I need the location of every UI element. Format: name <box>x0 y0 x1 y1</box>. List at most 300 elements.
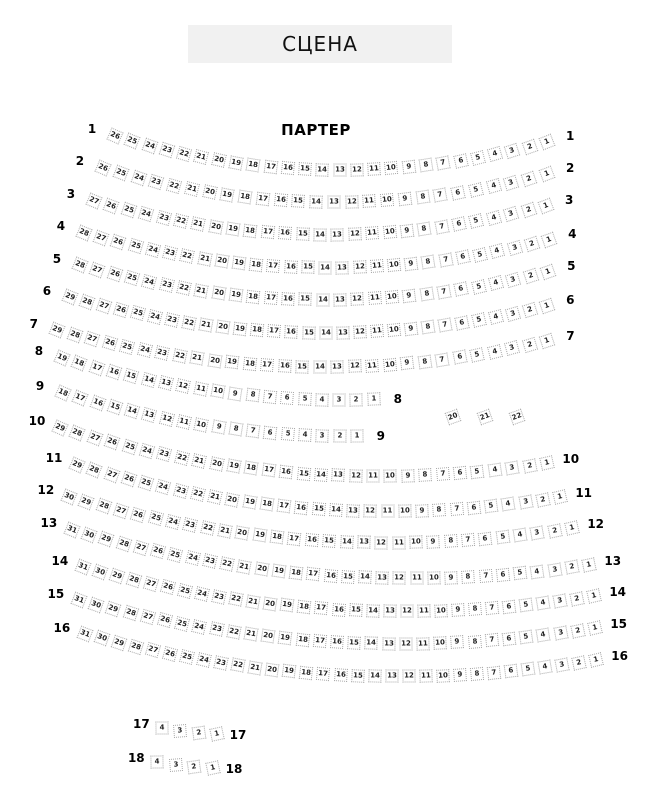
seat[interactable]: 25 <box>124 270 140 286</box>
seat[interactable]: 20 <box>254 561 269 576</box>
seat[interactable]: 4 <box>487 463 502 478</box>
seat[interactable]: 25 <box>112 165 129 182</box>
seat[interactable]: 23 <box>162 245 178 261</box>
seat[interactable]: 17 <box>266 259 280 273</box>
seat[interactable]: 14 <box>124 403 140 419</box>
seat[interactable]: 28 <box>95 498 112 515</box>
seat[interactable]: 4 <box>489 243 505 259</box>
seat[interactable]: 16 <box>279 465 294 480</box>
seat[interactable]: 1 <box>539 298 556 315</box>
seat[interactable]: 25 <box>130 305 146 321</box>
seat[interactable]: 12 <box>375 536 388 549</box>
seat[interactable]: 2 <box>524 236 540 252</box>
seat[interactable]: 29 <box>109 568 126 585</box>
seat[interactable]: 6 <box>502 599 517 614</box>
seat[interactable]: 15 <box>341 570 355 584</box>
seat[interactable]: 5 <box>518 598 533 613</box>
seat[interactable]: 24 <box>141 274 157 290</box>
seat[interactable]: 15 <box>302 326 315 339</box>
seat[interactable]: 5 <box>471 312 487 328</box>
seat[interactable]: 3 <box>552 593 567 608</box>
seat[interactable]: 28 <box>122 605 138 621</box>
seat[interactable]: 30 <box>88 596 105 613</box>
seat[interactable]: 17 <box>316 667 330 681</box>
seat[interactable]: 3 <box>316 429 329 442</box>
seat[interactable]: 4 <box>315 393 328 406</box>
seat[interactable]: 8 <box>419 158 434 173</box>
seat[interactable]: 18 <box>297 600 311 614</box>
seat[interactable]: 13 <box>330 360 343 373</box>
seat[interactable]: 20 <box>225 492 240 507</box>
seat[interactable]: 3 <box>553 626 568 641</box>
seat[interactable]: 7 <box>449 502 463 516</box>
seat[interactable]: 11 <box>381 505 394 518</box>
seat[interactable]: 6 <box>504 664 519 679</box>
seat[interactable]: 10 <box>433 636 447 650</box>
seat[interactable]: 19 <box>282 664 297 679</box>
seat[interactable]: 21 <box>199 317 214 332</box>
seat[interactable]: 1 <box>205 760 220 775</box>
seat[interactable]: 9 <box>403 321 418 336</box>
seat[interactable]: 11 <box>417 605 430 618</box>
seat[interactable]: 16 <box>305 533 319 547</box>
seat[interactable]: 8 <box>417 354 432 369</box>
seat[interactable]: 4 <box>150 755 163 768</box>
seat[interactable]: 17 <box>261 225 275 239</box>
seat[interactable]: 11 <box>365 359 379 373</box>
seat[interactable]: 3 <box>173 724 187 738</box>
seat[interactable]: 18 <box>246 157 261 172</box>
seat[interactable]: 7 <box>438 252 453 267</box>
seat[interactable]: 4 <box>486 178 502 194</box>
seat[interactable]: 26 <box>120 471 137 488</box>
seat[interactable]: 21 <box>191 216 207 232</box>
seat[interactable]: 13 <box>375 571 388 584</box>
seat[interactable]: 4 <box>488 275 504 291</box>
seat[interactable]: 22 <box>229 592 244 607</box>
seat[interactable]: 17 <box>267 324 281 338</box>
seat[interactable]: 22 <box>226 624 241 639</box>
seat[interactable]: 1 <box>539 166 556 183</box>
seat[interactable]: 9 <box>401 160 416 175</box>
seat[interactable]: 25 <box>127 238 143 254</box>
seat[interactable]: 11 <box>193 381 208 396</box>
seat[interactable]: 3 <box>503 174 519 190</box>
seat[interactable]: 13 <box>331 228 344 241</box>
seat[interactable]: 22 <box>172 348 187 363</box>
seat[interactable]: 13 <box>346 504 360 518</box>
seat[interactable]: 5 <box>471 279 487 295</box>
seat[interactable]: 19 <box>220 187 235 202</box>
seat[interactable]: 8 <box>417 222 432 237</box>
seat[interactable]: 17 <box>264 291 278 305</box>
seat[interactable]: 26 <box>162 646 178 662</box>
seat[interactable]: 15 <box>296 227 310 241</box>
seat[interactable]: 2 <box>521 138 538 155</box>
seat[interactable]: 26 <box>103 197 120 214</box>
seat[interactable]: 26 <box>106 266 123 283</box>
seat[interactable]: 5 <box>472 247 488 263</box>
seat[interactable]: 18 <box>299 666 313 680</box>
seat[interactable]: 21 <box>191 453 207 469</box>
seat[interactable]: 11 <box>416 637 429 650</box>
seat[interactable]: 31 <box>71 592 88 609</box>
seat[interactable]: 6 <box>496 568 510 582</box>
seat[interactable]: 2 <box>570 623 585 638</box>
seat[interactable]: 12 <box>175 378 191 394</box>
seat[interactable]: 27 <box>84 331 101 348</box>
seat[interactable]: 21 <box>217 523 232 538</box>
seat[interactable]: 9 <box>400 356 414 370</box>
seat[interactable]: 9 <box>400 224 415 239</box>
seat[interactable]: 9 <box>402 288 417 303</box>
seat[interactable]: 18 <box>54 384 71 401</box>
seat[interactable]: 17 <box>306 567 320 581</box>
seat[interactable]: 10 <box>380 193 394 207</box>
seat[interactable]: 25 <box>121 438 137 454</box>
seat[interactable]: 18 <box>270 530 285 545</box>
seat[interactable]: 23 <box>172 483 188 499</box>
seat[interactable]: 3 <box>505 306 521 322</box>
seat[interactable]: 11 <box>176 414 192 430</box>
seat[interactable]: 3 <box>503 206 519 222</box>
seat[interactable]: 19 <box>280 598 295 613</box>
seat[interactable]: 11 <box>365 226 379 240</box>
seat[interactable]: 20 <box>208 219 223 234</box>
seat[interactable]: 3 <box>506 240 522 256</box>
seat[interactable]: 4 <box>486 210 502 226</box>
seat[interactable]: 7 <box>436 284 451 299</box>
seat[interactable]: 12 <box>345 195 358 208</box>
seat[interactable]: 13 <box>382 637 395 650</box>
seat[interactable]: 21 <box>189 351 204 366</box>
seat[interactable]: 26 <box>94 159 111 176</box>
seat[interactable]: 16 <box>89 394 106 411</box>
seat[interactable]: 27 <box>133 539 149 555</box>
seat[interactable]: 17 <box>261 463 276 478</box>
seat[interactable]: 6 <box>478 531 492 545</box>
seat[interactable]: 4 <box>512 528 527 543</box>
seat[interactable]: 9 <box>444 571 458 585</box>
seat[interactable]: 9 <box>426 535 440 549</box>
seat[interactable]: 21 <box>184 181 200 197</box>
seat[interactable]: 15 <box>351 669 365 683</box>
seat[interactable]: 10 <box>398 504 411 517</box>
seat[interactable]: 18 <box>243 223 258 238</box>
seat[interactable]: 20 <box>265 662 280 677</box>
seat[interactable]: 23 <box>202 553 218 569</box>
seat[interactable]: 23 <box>154 345 170 361</box>
seat[interactable]: 6 <box>467 500 481 514</box>
seat[interactable]: 25 <box>138 475 154 491</box>
seat[interactable]: 18 <box>295 632 309 646</box>
seat[interactable]: 26 <box>106 127 123 144</box>
seat[interactable]: 3 <box>518 495 533 510</box>
seat[interactable]: 12 <box>364 504 377 517</box>
seat[interactable]: 5 <box>519 630 534 645</box>
seat[interactable]: 19 <box>278 631 293 646</box>
seat[interactable]: 24 <box>139 443 155 459</box>
seat[interactable]: 11 <box>370 324 384 338</box>
seat[interactable]: 18 <box>71 355 88 372</box>
seat[interactable]: 1 <box>540 264 557 281</box>
seat[interactable]: 9 <box>401 469 414 482</box>
seat[interactable]: 14 <box>366 604 379 617</box>
seat[interactable]: 5 <box>468 182 484 198</box>
seat[interactable]: 10 <box>210 384 225 399</box>
seat[interactable]: 4 <box>155 721 168 734</box>
seat[interactable]: 18 <box>249 257 263 271</box>
seat[interactable]: 18 <box>250 323 264 337</box>
seat[interactable]: 20 <box>214 253 229 268</box>
seat[interactable]: 5 <box>469 213 485 229</box>
seat[interactable]: 4 <box>501 497 516 512</box>
seat[interactable]: 26 <box>113 302 129 318</box>
seat[interactable]: 2 <box>333 429 346 442</box>
seat[interactable]: 23 <box>159 277 175 293</box>
seat[interactable]: 13 <box>158 375 174 391</box>
seat[interactable]: 11 <box>363 194 377 208</box>
seat[interactable]: 13 <box>383 605 396 618</box>
seat[interactable]: 28 <box>86 462 103 479</box>
seat[interactable]: 1 <box>586 588 602 604</box>
seat[interactable]: 22 <box>219 556 234 571</box>
seat[interactable]: 27 <box>86 430 103 447</box>
seat[interactable]: 15 <box>301 261 314 274</box>
seat[interactable]: 7 <box>436 467 450 481</box>
seat[interactable]: 18 <box>259 497 274 512</box>
seat[interactable]: 21 <box>477 409 494 426</box>
seat[interactable]: 3 <box>504 340 520 356</box>
seat[interactable]: 23 <box>209 622 224 637</box>
seat[interactable]: 1 <box>588 652 604 668</box>
seat[interactable]: 12 <box>350 163 363 176</box>
seat[interactable]: 28 <box>128 638 144 654</box>
seat[interactable]: 19 <box>232 256 247 271</box>
seat[interactable]: 3 <box>504 142 520 158</box>
seat[interactable]: 2 <box>564 560 579 575</box>
seat[interactable]: 5 <box>520 662 535 677</box>
seat[interactable]: 12 <box>393 572 406 585</box>
seat[interactable]: 2 <box>569 591 584 606</box>
seat[interactable]: 6 <box>502 632 517 647</box>
seat[interactable]: 9 <box>404 256 419 271</box>
seat[interactable]: 25 <box>179 649 195 665</box>
seat[interactable]: 1 <box>587 620 603 636</box>
seat[interactable]: 7 <box>434 219 449 234</box>
seat[interactable]: 14 <box>141 372 157 388</box>
seat[interactable]: 27 <box>89 261 106 278</box>
seat[interactable]: 1 <box>350 429 363 442</box>
seat[interactable]: 17 <box>72 390 89 407</box>
seat[interactable]: 25 <box>177 583 193 599</box>
seat[interactable]: 10 <box>409 536 422 549</box>
seat[interactable]: 12 <box>399 637 412 650</box>
seat[interactable]: 10 <box>384 161 398 175</box>
seat[interactable]: 6 <box>453 153 469 169</box>
seat[interactable]: 13 <box>331 469 345 483</box>
seat[interactable]: 7 <box>433 188 448 203</box>
seat[interactable]: 30 <box>81 526 98 543</box>
seat[interactable]: 21 <box>248 660 263 675</box>
seat[interactable]: 2 <box>522 268 538 284</box>
seat[interactable]: 16 <box>278 359 292 373</box>
seat[interactable]: 1 <box>564 520 580 536</box>
seat[interactable]: 28 <box>66 326 83 343</box>
seat[interactable]: 29 <box>111 634 128 651</box>
seat[interactable]: 18 <box>244 461 259 476</box>
seat[interactable]: 2 <box>547 523 562 538</box>
seat[interactable]: 12 <box>348 227 362 241</box>
seat[interactable]: 25 <box>174 616 190 632</box>
seat[interactable]: 30 <box>92 563 109 580</box>
seat[interactable]: 13 <box>336 261 349 274</box>
seat[interactable]: 27 <box>96 298 113 315</box>
seat[interactable]: 7 <box>434 352 449 367</box>
seat[interactable]: 21 <box>207 489 223 505</box>
seat[interactable]: 23 <box>155 210 171 226</box>
seat[interactable]: 10 <box>427 571 440 584</box>
seat[interactable]: 18 <box>246 289 260 303</box>
seat[interactable]: 2 <box>350 393 363 406</box>
seat[interactable]: 11 <box>370 259 384 273</box>
seat[interactable]: 1 <box>539 333 555 349</box>
seat[interactable]: 13 <box>141 407 157 423</box>
seat[interactable]: 10 <box>436 669 450 683</box>
seat[interactable]: 20 <box>235 525 250 540</box>
seat[interactable]: 24 <box>141 137 158 154</box>
seat[interactable]: 24 <box>137 342 153 358</box>
seat[interactable]: 20 <box>445 409 462 426</box>
seat[interactable]: 19 <box>252 528 267 543</box>
seat[interactable]: 9 <box>228 386 243 401</box>
seat[interactable]: 28 <box>126 572 142 588</box>
seat[interactable]: 22 <box>190 486 206 502</box>
seat[interactable]: 7 <box>461 533 475 547</box>
seat[interactable]: 26 <box>130 506 146 522</box>
seat[interactable]: 13 <box>336 326 349 339</box>
seat[interactable]: 7 <box>485 633 499 647</box>
seat[interactable]: 9 <box>211 419 226 434</box>
seat[interactable]: 26 <box>104 434 121 451</box>
seat[interactable]: 15 <box>296 466 310 480</box>
seat[interactable]: 8 <box>228 422 243 437</box>
seat[interactable]: 1 <box>539 455 555 471</box>
seat[interactable]: 17 <box>277 499 292 514</box>
seat[interactable]: 2 <box>522 302 538 318</box>
seat[interactable]: 21 <box>197 251 212 266</box>
seat[interactable]: 4 <box>487 146 503 162</box>
seat[interactable]: 30 <box>94 630 111 647</box>
seat[interactable]: 23 <box>183 517 199 533</box>
seat[interactable]: 3 <box>505 460 520 475</box>
seat[interactable]: 30 <box>61 489 78 506</box>
seat[interactable]: 29 <box>78 493 95 510</box>
seat[interactable]: 23 <box>148 174 164 190</box>
seat[interactable]: 10 <box>382 357 396 371</box>
seat[interactable]: 5 <box>281 427 295 441</box>
seat[interactable]: 22 <box>231 658 246 673</box>
seat[interactable]: 28 <box>115 535 132 552</box>
seat[interactable]: 27 <box>143 576 159 592</box>
seat[interactable]: 14 <box>309 195 322 208</box>
seat[interactable]: 25 <box>119 339 135 355</box>
seat[interactable]: 23 <box>156 446 172 462</box>
seat[interactable]: 24 <box>185 550 201 566</box>
seat[interactable]: 15 <box>295 360 308 373</box>
seat[interactable]: 1 <box>367 393 381 407</box>
seat[interactable]: 19 <box>226 221 241 236</box>
seat[interactable]: 22 <box>173 213 189 229</box>
seat[interactable]: 12 <box>351 292 365 306</box>
seat[interactable]: 14 <box>316 163 329 176</box>
seat[interactable]: 2 <box>521 337 537 353</box>
seat[interactable]: 14 <box>319 261 332 274</box>
seat[interactable]: 14 <box>319 326 332 339</box>
seat[interactable]: 19 <box>242 495 257 510</box>
seat[interactable]: 5 <box>469 347 485 363</box>
seat[interactable]: 15 <box>291 194 305 208</box>
seat[interactable]: 20 <box>211 152 227 168</box>
seat[interactable]: 24 <box>196 652 212 668</box>
seat[interactable]: 27 <box>93 229 110 246</box>
seat[interactable]: 17 <box>313 634 327 648</box>
seat[interactable]: 20 <box>261 629 276 644</box>
seat[interactable]: 11 <box>368 291 382 305</box>
seat[interactable]: 20 <box>209 456 224 471</box>
seat[interactable]: 23 <box>159 142 175 158</box>
seat[interactable]: 9 <box>398 192 412 206</box>
seat[interactable]: 25 <box>120 202 137 219</box>
seat[interactable]: 6 <box>453 466 467 480</box>
seat[interactable]: 19 <box>53 349 70 366</box>
seat[interactable]: 16 <box>278 226 292 240</box>
seat[interactable]: 14 <box>368 670 381 683</box>
seat[interactable]: 21 <box>194 283 209 298</box>
seat[interactable]: 5 <box>470 150 486 166</box>
seat[interactable]: 7 <box>246 424 261 439</box>
seat[interactable]: 1 <box>541 232 558 249</box>
seat[interactable]: 19 <box>271 563 286 578</box>
seat[interactable]: 15 <box>349 603 363 617</box>
seat[interactable]: 24 <box>165 514 181 530</box>
seat[interactable]: 22 <box>174 450 190 466</box>
seat[interactable]: 10 <box>382 225 396 239</box>
seat[interactable]: 17 <box>263 159 278 174</box>
seat[interactable]: 24 <box>192 619 208 635</box>
seat[interactable]: 25 <box>148 510 164 526</box>
seat[interactable]: 23 <box>214 655 229 670</box>
seat[interactable]: 3 <box>547 562 562 577</box>
seat[interactable]: 28 <box>72 257 89 274</box>
seat[interactable]: 31 <box>77 626 94 643</box>
seat[interactable]: 7 <box>479 569 493 583</box>
seat[interactable]: 14 <box>358 570 372 584</box>
seat[interactable]: 6 <box>455 250 470 265</box>
seat[interactable]: 2 <box>191 726 206 741</box>
seat[interactable]: 22 <box>176 146 192 162</box>
seat[interactable]: 8 <box>461 570 475 584</box>
seat[interactable]: 27 <box>86 193 103 210</box>
seat[interactable]: 14 <box>314 468 328 482</box>
seat[interactable]: 16 <box>281 292 295 306</box>
seat[interactable]: 19 <box>229 288 244 303</box>
seat[interactable]: 26 <box>150 543 166 559</box>
seat[interactable]: 26 <box>157 612 173 628</box>
seat[interactable]: 29 <box>68 456 85 473</box>
seat[interactable]: 31 <box>64 522 81 539</box>
seat[interactable]: 21 <box>193 149 209 165</box>
